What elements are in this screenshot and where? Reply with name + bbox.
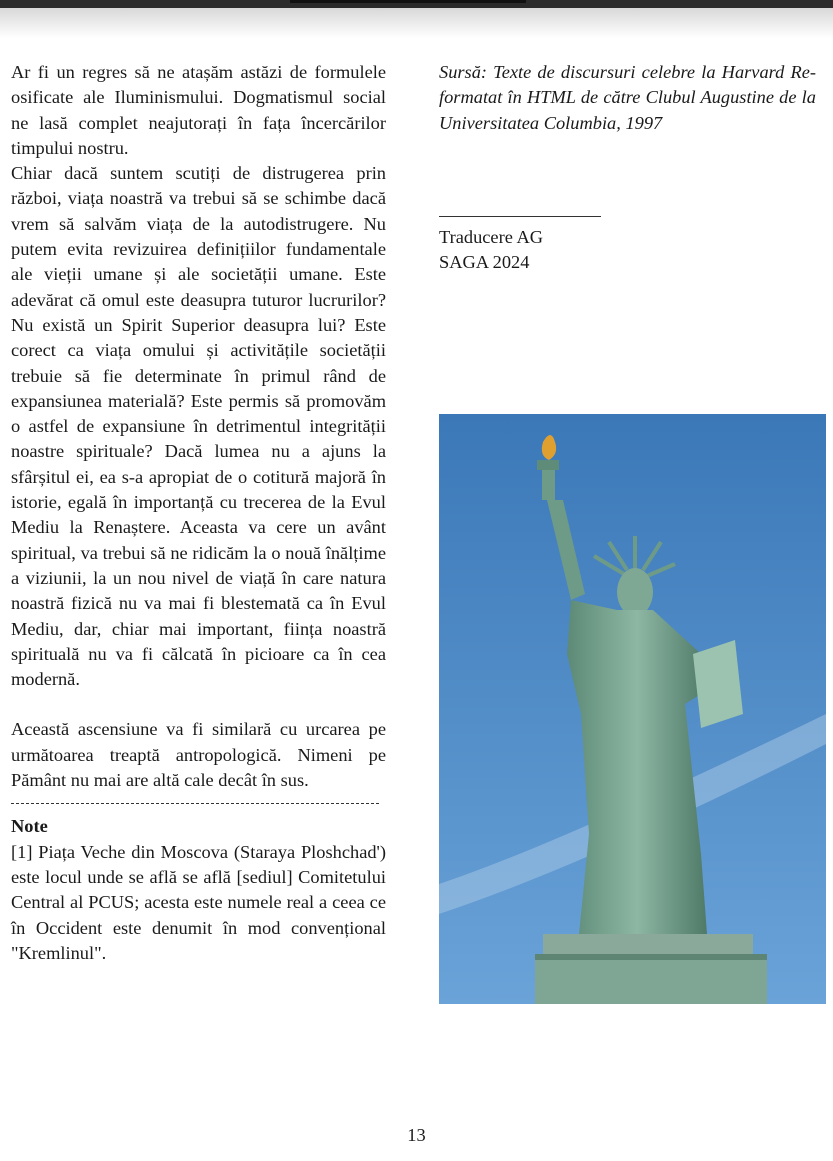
sidebar-column [439, 60, 816, 275]
top-bar [0, 0, 833, 8]
robe [567, 600, 707, 934]
top-bar-notch [290, 0, 526, 3]
paragraph-3: Această ascensiune va fi similară cu urcarea pe următoarea treaptă antropologică. Nimeni pe Pământ nu mai are altă cale decât în sus. [11, 719, 386, 791]
top-shadow [0, 8, 833, 38]
notes-divider [11, 803, 379, 804]
main-text-column [11, 60, 386, 966]
translation-divider [439, 216, 601, 217]
pedestal-top [543, 934, 753, 954]
note-1: [1] Piața Veche din Moscova (Staraya Ploshchad') este locul unde se află se află [sediul] Comitetului Central al PCUS; acesta este numele real a ceea ce în Occident este denumit în mod convențional "Kremlinul". [11, 841, 386, 963]
page-number: 13 [407, 1125, 426, 1145]
translation-line-2: SAGA 2024 [439, 252, 530, 273]
paragraph-1: Ar fi un regres să ne atașăm astăzi de formulele osificate ale Iluminismului. Dogmatismul social ne lasă complet neajutorați în fața încercărilor timpului nostru. [11, 62, 386, 158]
tablet [693, 640, 743, 728]
translation-line-1: Traducere AG [439, 226, 544, 247]
statue-of-liberty-photo [439, 414, 826, 1004]
source-text: Sursă: Texte de discursuri celebre la Harvard Re-formatat în HTML de către Clubul Augustine de la Universitatea Columbia, 1997 [439, 62, 816, 133]
head [617, 568, 653, 616]
paragraph-2: Chiar dacă suntem scutiți de distrugerea prin război, viața noastră va trebui să se schimbe dacă vrem să salvăm viața de la autodistrugere. Nu putem evita revizuirea definițiilor fundamentale ale vieții umane și ale societății umane. Este adevărat că omul este deasupra tuturor lucrurilor? Nu există un Spirit Superior deasupra lui? Este corect ca viața omului și activitățile societății trebuie să fie determinate în primul rând de expansiunea materială? Este permis să promovăm o astfel de expansiune în detrimentul integrității noastre spirituale? Dacă lumea nu a ajuns la sfârșitul ei, ea s-a apropiat de o cotitură majoră în istorie, egală în importanță cu trecerea de la Evul Mediu la Renaștere. Aceasta va cere un avânt spiritual, va trebui să ne ridicăm la o nouă înălțime a viziunii, la un nou nivel de viață în care natura noastră fizică nu va mai fi blestemată ca în Evul Mediu, dar, chiar mai important, ființa noastră spirituală nu va fi călcată în picioare ca în cea modernă. [11, 163, 386, 690]
pedestal [535, 954, 767, 1004]
notes-title: Note [11, 816, 48, 837]
